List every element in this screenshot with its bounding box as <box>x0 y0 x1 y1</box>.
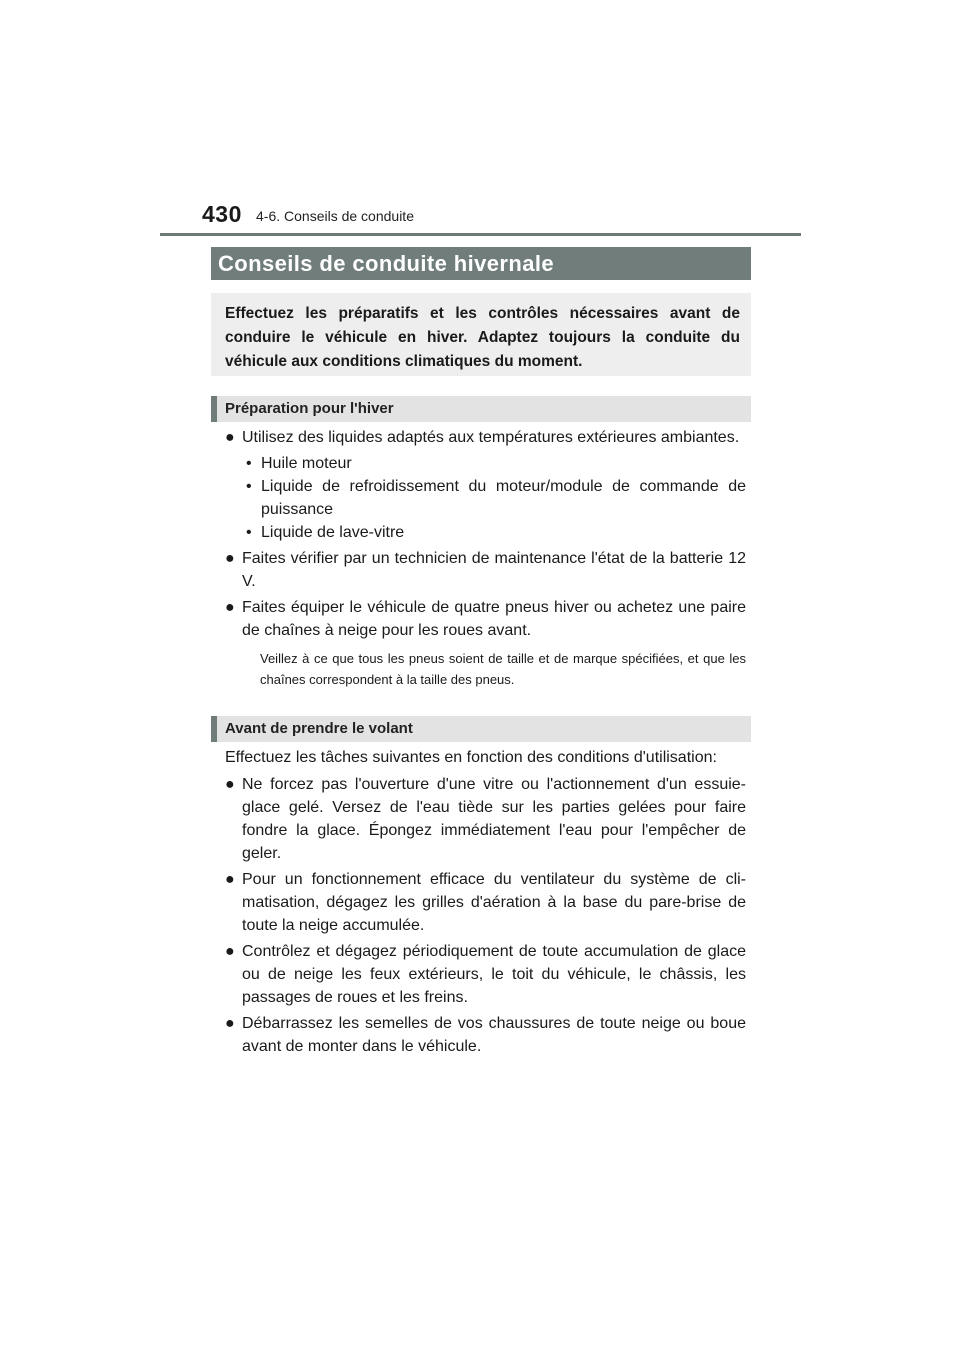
section-heading-before-driving: Avant de prendre le volant <box>211 716 751 742</box>
list-item <box>225 773 746 865</box>
bullet-icon: ● <box>225 550 235 567</box>
list-item-text: Débarrassez les semelles de vos chaussures de toute neige ou boue avant de monter dans le véhicule. <box>242 1015 746 1055</box>
section-before-driving <box>225 746 746 1061</box>
page-title: Conseils de conduite hivernale <box>211 247 751 280</box>
bullet-icon: ● <box>225 871 235 888</box>
sub-bullet-icon: • <box>246 524 252 541</box>
section-intro-text: Effectuez les tâches suivantes en fonction des conditions d'utilisation: <box>225 749 717 766</box>
list-item-text: Ne forcez pas l'ouverture d'une vitre ou l'actionnement d'un essuie-glace gelé. Versez de l'eau tiède sur les parties gelées pour faire fondre la glace. Épongez immédiatement l'eau pour l'empêcher de geler. <box>242 776 746 862</box>
list-item <box>225 547 746 593</box>
sub-list-item-text: Liquide de lave-vitre <box>261 524 405 541</box>
header-rule <box>160 233 801 236</box>
list-item <box>225 1012 746 1058</box>
sub-list-item-text: Liquide de refroidissement du moteur/module de commande de puissance <box>261 478 746 518</box>
sub-list-item <box>242 475 746 521</box>
bullet-icon: ● <box>225 429 235 446</box>
list-item <box>225 940 746 1009</box>
sub-list-item <box>242 452 746 475</box>
intro-box <box>211 293 751 376</box>
list-item <box>225 596 746 642</box>
page-number: 430 <box>202 201 242 227</box>
bullet-icon: ● <box>225 599 235 616</box>
list-item-text: Contrôlez et dégagez périodiquement de toute accumulation de glace ou de neige les feux extérieurs, le toit du véhicule, le châssis, les passages de roues et les freins. <box>242 943 746 1006</box>
section-heading-winter-prep: Préparation pour l'hiver <box>211 396 751 422</box>
list-item-text: Utilisez des liquides adaptés aux températures extérieures ambiantes. <box>242 429 740 446</box>
sub-list-item-text: Huile moteur <box>261 455 352 472</box>
note-text: Veillez à ce que tous les pneus soient de taille et de marque spécifiées, et que les chaînes correspondent à la taille des pneus. <box>260 651 746 687</box>
sub-list-item <box>242 521 746 544</box>
list-item-text: Pour un fonctionnement efficace du ventilateur du système de cli-matisation, dégagez les grilles d'aération à la base du pare-brise de toute la neige accumulée. <box>242 871 746 934</box>
section-winter-prep <box>225 426 746 690</box>
intro-text: Effectuez les préparatifs et les contrôles nécessaires avant de conduire le véhicule en hiver. Adaptez toujours la conduite du véhicule aux conditions climatiques du moment. <box>225 305 740 370</box>
sub-bullet-icon: • <box>246 478 252 495</box>
running-head: 4-6. Conseils de conduite <box>256 208 414 224</box>
sub-bullet-icon: • <box>246 455 252 472</box>
list-item-text: Faites équiper le véhicule de quatre pneus hiver ou achetez une paire de chaînes à neige pour les roues avant. <box>242 599 746 639</box>
list-item <box>225 426 746 449</box>
bullet-icon: ● <box>225 943 235 960</box>
list-item <box>225 868 746 937</box>
list-item-text: Faites vérifier par un technicien de maintenance l'état de la batterie 12 V. <box>242 550 746 590</box>
bullet-icon: ● <box>225 776 235 793</box>
bullet-icon: ● <box>225 1015 235 1032</box>
